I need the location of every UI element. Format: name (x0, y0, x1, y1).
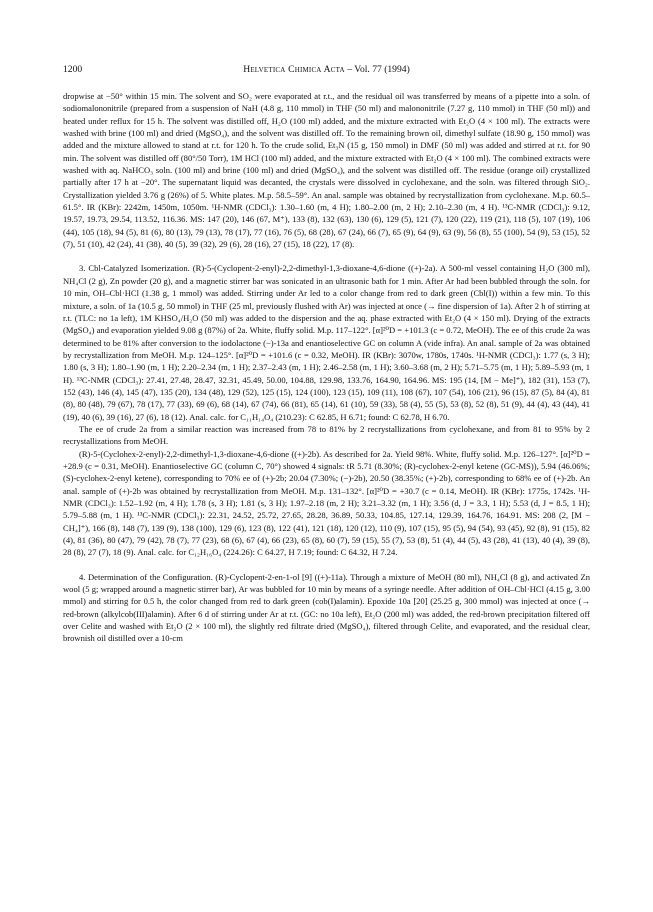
paragraph-isomerization-2a: 3. Cbl-Catalyzed Isomerization. (R)-5-(Cyclopent-2-enyl)-2,2-dimethyl-1,3-dioxane-4,6-dione ((+)-2a). A 500-ml vessel containing H₂O (300 ml), NH₄Cl (2 g), Zn powder (20 g), and a magnetic stirrer bar was sonicated in an ultrasonic bath for 1 min. After Ar had been bubbled through the soln. for 10 min, OH–Cbl·HCl (1.38 g, 1 mmol) was added. Stirring under Ar led to a color change from red to dark green (Cbl(I)) within a few min. To this mixture, a soln. of 1a (10.5 g, 50 mmol) in THF (25 ml, previously flushed with Ar) was injected at once (→ fine dispersion of 1a). After 2 h of stirring at r.t. (TLC: no 1a left), 1M KHSO₄/H₂O (50 ml) was added to the dispersion and the aq. phase extracted with Et₂O (4 × 150 ml). Drying of the extracts (MgSO₄) and evaporation yielded 9.08 g (87%) of 2a. White, fluffy solid. M.p. 117–122°. [α]²⁰D = +101.3 (c = 0.72, MeOH). The ee of this crude 2a was determined to be 81% after conversion to the iodolactone (−)-13a and enantioselective GC on column A (vide infra). An anal. sample of 2a was obtained by recrystallization from MeOH. M.p. 124–125°. [α]²⁰D = +101.6 (c = 0.32, MeOH). IR (KBr): 3070w, 1780s, 1740s. ¹H-NMR (CDCl₃): 1.77 (s, 3 H); 1.80 (s, 3 H); 1.80–1.90 (m, 1 H); 2.20–2.34 (m, 1 H); 2.37–2.43 (m, 1 H); 2.46–2.58 (m, 1 H); 3.60–3.68 (m, 2 H); 5.71–5.75 (m, 1 H); 5.89–5.93 (m, 1 H). ¹³C-NMR (CDCl₃): 27.41, 27.48, 28.47, 32.31, 45.49, 50.00, 104.88, 129.98, 133.76, 164.90, 164.96. MS: 195 (14, [M − Me]⁺), 182 (31), 153 (7), 152 (43), 146 (4), 145 (47), 135 (20), 134 (48), 129 (52), 125 (15), 124 (100), 123 (15), 109 (11), 108 (67), 107 (54), 106 (21), 96 (15), 87 (5), 84 (4), 81 (8), 80 (48), 79 (67), 78 (17), 77 (33), 69 (6), 68 (14), 67 (74), 66 (81), 65 (14), 61 (10), 59 (33), 58 (4), 55 (5), 53 (8), 52 (8), 51 (9), 44 (4), 43 (44), 41 (19), 40 (6), 39 (16), 27 (6), 18 (12). Anal. calc. for C₁₁H₁₄O₄ (210.23): C 62.85, H 6.71; found: C 62.78, H 6.70. (63, 263, 590, 422)
article-body (63, 90, 590, 645)
paragraph-compound-2b: (R)-5-(Cyclohex-2-enyl)-2,2-dimethyl-1,3-dioxane-4,6-dione ((+)-2b). As described for 2a. Yield 98%. White, fluffy solid. M.p. 126–127°. [α]²⁰D = +28.9 (c = 0.31, MeOH). Enantioselective GC (column C, 70°) showed 4 signals: tR 5.71 (8.30%; (R)-cyclohex-2-enyl ketene (GC-MS)), 5.94 (46.06%; (S)-cyclohex-2-enyl ketene), corresponding to 70% ee of (+)-2b; 20.04 (7.30%; (−)-2b), 20.50 (38.35%; (+)-2b), corresponding to 68% ee of (+)-2b. An anal. sample of (+)-2b was obtained by recrystallization from MeOH. M.p. 131–132°. [α]²⁰D = +30.7 (c = 0.14, MeOH). IR (KBr): 1775s, 1742s. ¹H-NMR (CDCl₃): 1.52–1.92 (m, 4 H); 1.78 (s, 3 H); 1.81 (s, 3 H); 1.97–2.18 (m, 2 H); 3.21–3.32 (m, 1 H); 3.56 (d, J = 3.3, 1 H); 5.53 (d, J = 8.5, 1 H); 5.79–5.88 (m, 1 H). ¹³C-NMR (CDCl₃): 22.31, 24.52, 25.72, 27.65, 28.28, 36.89, 50.33, 104.85, 127.14, 129.39, 164.76, 164.91. MS: 208 (2, [M − CH₄]⁺), 166 (8), 148 (7), 139 (9), 138 (100), 129 (6), 123 (8), 122 (41), 121 (18), 120 (12), 110 (9), 107 (15), 95 (5), 94 (54), 93 (45), 92 (8), 91 (15), 82 (4), 81 (36), 80 (47), 79 (42), 78 (7), 77 (23), 68 (6), 67 (4), 66 (23), 65 (8), 60 (7), 59 (15), 55 (7), 53 (8), 51 (4), 44 (5), 43 (28), 41 (13), 40 (4), 39 (8), 28 (8), 27 (7), 18 (9). Anal. calc. for C₁₂H₁₆O₄ (224.26): C 64.27, H 7.19; found: C 64.32, H 7.24. (63, 448, 590, 558)
running-header (63, 64, 590, 76)
paragraph-malononitrile-procedure: dropwise at −50° within 15 min. The solvent and SO₂ were evaporated at r.t., and the residual oil was transferred by means of a pipette into a soln. of sodiomalononitrile (prepared from a suspension of NaH (4.8 g, 110 mmol) in THF (50 ml) and malononitrile (7.27 g, 110 mmol) in THF (50 ml)) and heated under reflux for 15 h. The solvent was distilled off, H₂O (100 ml) added, and the mixture extracted with Et₂O (4 × 100 ml). The extracts were washed with brine (100 ml) and dried (MgSO₄), and the solvent was distilled off. To the remaining brown oil, dimethyl sulfate (18.90 g, 150 mmol) was added and the mixture allowed to stand at r.t. for 120 h. To the crude solid, Et₃N (15 g, 150 mmol) in DMF (50 ml) was added and stirred at r.t. for 90 min. The solvent was distilled off (80°/50 Torr), 1M HCl (100 ml) added, and the mixture extracted with Et₂O (4 × 100 ml). The combined extracts were washed with aq. NaHCO₃ soln. (100 ml) and brine (100 ml) and dried (MgSO₄), and the solvent was distilled off. The residue (orange oil) crystallized partially after 17 h at −20°. The supernatant liquid was decanted, the crystals were dissolved in cyclohexane, and the soln. was filtered through SiO₂. Crystallization yielded 3.76 g (26%) of 5. White plates. M.p. 58.5–59°. An anal. sample was obtained by recrystallization from cyclohexane. M.p. 60.5–61.5°. IR (KBr): 2242m, 1450m, 1050m. ¹H-NMR (CDCl₃): 1.30–1.60 (m, 4 H); 1.80–2.00 (m, 2 H); 2.10–2.30 (m, 4 H). ¹³C-NMR (CDCl₃): 9.12, 19.57, 19.73, 29.54, 113.52, 116.36. MS: 147 (20), 146 (67, M⁺), 133 (8), 132 (63), 130 (6), 129 (5), 121 (7), 120 (22), 119 (21), 118 (5), 107 (19), 106 (44), 105 (18), 94 (5), 81 (6), 80 (13), 79 (13), 78 (17), 77 (16), 76 (5), 68 (28), 67 (24), 66 (7), 65 (9), 64 (9), 63 (9), 56 (8), 55 (100), 54 (9), 53 (15), 52 (7), 51 (10), 42 (24), 41 (38), 40 (5), 39 (32), 29 (6), 28 (16), 27 (15), 18 (22), 17 (8). (63, 91, 590, 250)
paragraph-ee-recrystallization: The ee of crude 2a from a similar reaction was increased from 78 to 81% by 2 recrystallizations from cyclohexane, and from 81 to 95% by 2 recrystallizations from MeOH. (63, 423, 590, 447)
page-number: 1200 (63, 64, 83, 75)
volume-info: Vol. 77 (1994) (354, 64, 410, 75)
journal-name: Helvetica Chimica Acta (243, 64, 345, 75)
running-title: Helvetica Chimica Acta – Vol. 77 (1994) (243, 64, 410, 75)
paragraph-configuration: 4. Determination of the Configuration. (R)-Cyclopent-2-en-1-ol [9] ((+)-11a). Through a mixture of MeOH (80 ml), NH₄Cl (8 g), and activated Zn wool (5 g; wrapped around a magnetic stirrer bar), Ar was bubbled for 10 min by means of a syringe needle. After addition of OH–Cbl·HCl (4.15 g, 3.00 mmol) and stirring for 0.5 h, the color changed from red to dark green (cob(I)alamin). Epoxide 10a [20] (25.25 g, 300 mmol) was injected at once (→ red-brown (alkylcob(III)alamin). After 6 d of stirring under Ar at r.t. (GC: no 10a left), Et₂O (200 ml) was added, the red-brown precipitation filtered off over Celite and washed with Et₂O (2 × 100 ml), the slightly red filtrate dried (MgSO₄), filtered through Celite, and evaporated, and the residual clear, brownish oil distilled over a 10-cm (63, 571, 590, 644)
